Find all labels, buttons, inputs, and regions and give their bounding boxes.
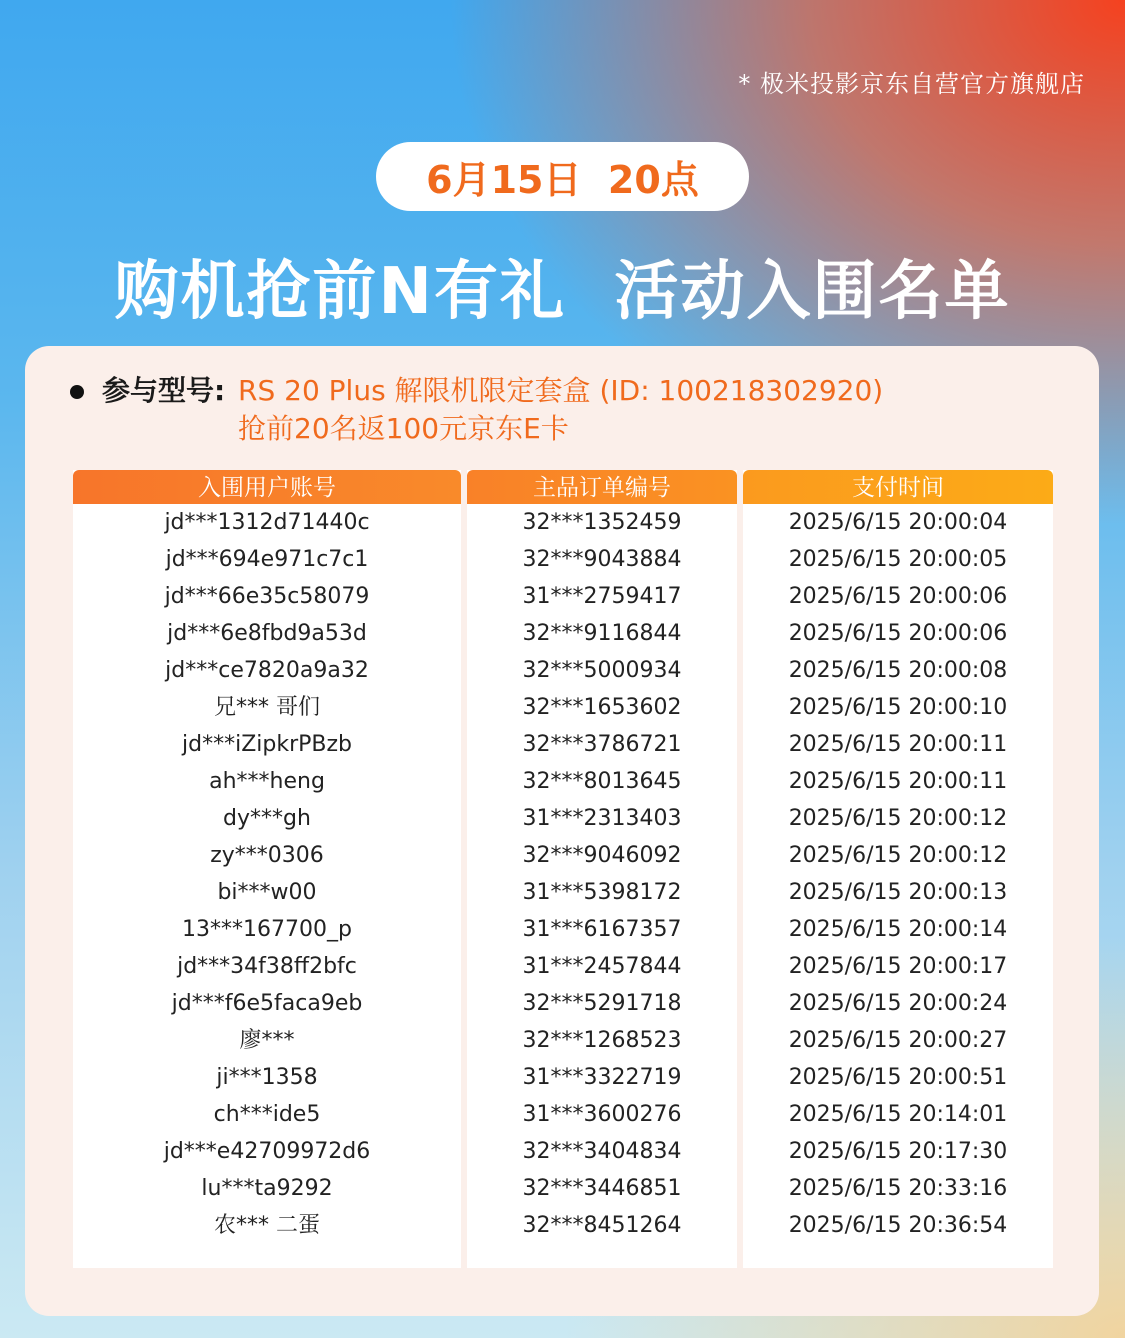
user-account-cell: bi***w00 <box>217 880 317 905</box>
column-order-number <box>467 470 737 1268</box>
pay-time-cell: 2025/6/15 20:00:04 <box>788 510 1008 535</box>
pay-time-cell: 2025/6/15 20:00:51 <box>788 1065 1008 1090</box>
page-title: 购机抢前N有礼 活动入围名单 <box>114 255 1011 329</box>
pay-time-cell: 2025/6/15 20:00:27 <box>788 1028 1008 1053</box>
column-header-order-number: 主品订单编号 <box>467 470 737 504</box>
pay-time-cell: 2025/6/15 20:14:01 <box>788 1102 1008 1127</box>
order-number-cell: 32***1352459 <box>522 510 682 535</box>
user-account-cell: jd***1312d71440c <box>164 510 370 535</box>
bullet-icon <box>70 385 84 399</box>
order-number-cell: 32***1268523 <box>522 1028 682 1053</box>
user-account-cell: dy***gh <box>223 806 311 831</box>
column-user-cells <box>73 504 461 1244</box>
order-number-cell: 32***9043884 <box>522 547 682 572</box>
model-value <box>238 372 1068 448</box>
pay-time-cell: 2025/6/15 20:00:06 <box>788 621 1008 646</box>
user-account-cell: jd***iZipkrPBzb <box>182 732 352 757</box>
pay-time-cell: 2025/6/15 20:00:14 <box>788 917 1008 942</box>
pay-time-cell: 2025/6/15 20:00:12 <box>788 806 1008 831</box>
user-account-cell: ah***heng <box>209 769 325 794</box>
column-time-cells <box>743 504 1053 1244</box>
user-account-cell: jd***6e8fbd9a53d <box>167 621 367 646</box>
model-name: RS 20 Plus 解限机限定套盒 (ID: 100218302920) <box>238 374 884 407</box>
user-account-cell: 兄*** 哥们 <box>214 695 320 720</box>
user-account-cell: jd***ce7820a9a32 <box>165 658 369 683</box>
order-number-cell: 32***8013645 <box>522 769 682 794</box>
order-number-cell: 32***5000934 <box>522 658 682 683</box>
store-name: * 极米投影京东自营官方旗舰店 <box>738 70 1085 98</box>
order-number-cell: 32***9046092 <box>522 843 682 868</box>
order-number-cell: 32***5291718 <box>522 991 682 1016</box>
order-number-cell: 31***2759417 <box>522 584 682 609</box>
pay-time-cell: 2025/6/15 20:36:54 <box>788 1213 1008 1238</box>
model-reward: 抢前20名返100元京东E卡 <box>238 412 569 445</box>
column-user-account <box>73 470 461 1268</box>
user-account-cell: jd***f6e5faca9eb <box>171 991 363 1016</box>
user-account-cell: lu***ta9292 <box>201 1176 333 1201</box>
order-number-cell: 31***3322719 <box>522 1065 682 1090</box>
order-number-cell: 32***8451264 <box>522 1213 682 1238</box>
user-account-cell: jd***66e35c58079 <box>164 584 370 609</box>
pay-time-cell: 2025/6/15 20:00:17 <box>788 954 1008 979</box>
order-number-cell: 32***3404834 <box>522 1139 682 1164</box>
order-number-cell: 31***5398172 <box>522 880 682 905</box>
order-number-cell: 32***3786721 <box>522 732 682 757</box>
pay-time-cell: 2025/6/15 20:00:10 <box>788 695 1008 720</box>
user-account-cell: jd***e42709972d6 <box>163 1139 371 1164</box>
pay-time-cell: 2025/6/15 20:00:05 <box>788 547 1008 572</box>
user-account-cell: jd***34f38ff2bfc <box>177 954 357 979</box>
column-header-user-account: 入围用户账号 <box>73 470 461 504</box>
column-pay-time <box>743 470 1053 1268</box>
user-account-cell: 农*** 二蛋 <box>214 1213 320 1238</box>
order-number-cell: 32***3446851 <box>522 1176 682 1201</box>
order-number-cell: 31***3600276 <box>522 1102 682 1127</box>
pay-time-cell: 2025/6/15 20:00:12 <box>788 843 1008 868</box>
column-header-pay-time: 支付时间 <box>743 470 1053 504</box>
order-number-cell: 32***9116844 <box>522 621 682 646</box>
pay-time-cell: 2025/6/15 20:00:11 <box>788 732 1008 757</box>
pay-time-cell: 2025/6/15 20:17:30 <box>788 1139 1008 1164</box>
user-account-cell: zy***0306 <box>210 843 324 868</box>
pay-time-cell: 2025/6/15 20:00:11 <box>788 769 1008 794</box>
order-number-cell: 31***2457844 <box>522 954 682 979</box>
order-number-cell: 32***1653602 <box>522 695 682 720</box>
order-number-cell: 31***2313403 <box>522 806 682 831</box>
pay-time-cell: 2025/6/15 20:00:13 <box>788 880 1008 905</box>
pay-time-cell: 2025/6/15 20:33:16 <box>788 1176 1008 1201</box>
pay-time-cell: 2025/6/15 20:00:24 <box>788 991 1008 1016</box>
user-account-cell: 廖*** <box>239 1028 295 1053</box>
user-account-cell: 13***167700_p <box>182 917 352 942</box>
model-label: 参与型号: <box>102 374 226 407</box>
pay-time-cell: 2025/6/15 20:00:06 <box>788 584 1008 609</box>
column-order-cells <box>467 504 737 1244</box>
user-account-cell: jd***694e971c7c1 <box>165 547 369 572</box>
date-badge: 6月15日 20点 <box>376 142 749 211</box>
user-account-cell: ji***1358 <box>216 1065 318 1090</box>
user-account-cell: ch***ide5 <box>213 1102 321 1127</box>
order-number-cell: 31***6167357 <box>522 917 682 942</box>
pay-time-cell: 2025/6/15 20:00:08 <box>788 658 1008 683</box>
